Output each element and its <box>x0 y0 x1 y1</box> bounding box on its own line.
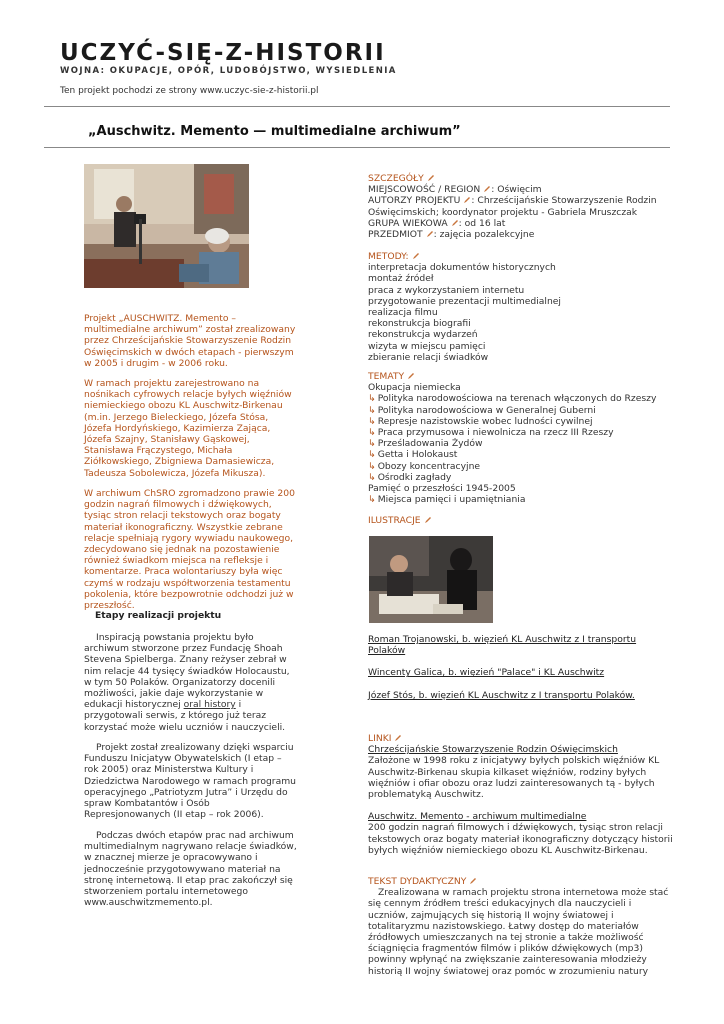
topic-item <box>368 461 674 472</box>
funding-paragraph: Projekt został zrealizowany dzięki wsparciu Funduszu Inicjatyw Obywatelskich (I etap – rok 2005) oraz Ministerstwa Kultury i Dziedzictwa Narodowego w ramach programu operacyjnego „Patriotyzm Jutra” i Urzędu do spraw Kombatantów i Osób Represjonowanych (II etap – rok 2006). <box>84 742 296 821</box>
link-chsro-description: Założone w 1998 roku z inicjatywy byłych polskich więźniów KL Auschwitz-Birkenau skupia kilkaset więźniów, rodziny byłych więźniów i ofiar obozu oraz ludzi zainteresowanych tą - byłych problematyką Auschwitz. <box>368 755 660 801</box>
oral-history-link[interactable]: oral history <box>183 699 236 711</box>
details-section <box>368 173 674 240</box>
site-logo: UCZYĆ-SIĘ-Z-HISTORII <box>60 40 386 66</box>
detail-place <box>368 184 674 195</box>
topic-item <box>368 393 674 404</box>
didactic-text: Zrealizowana w ramach projektu strona internetowa może stać się cennym źródłem treści edukacyjnych dla nauczycieli i uczniów, zajmujących się historią II wojny światowej i totalitaryzmu nazistowskiego. Łatwy dostęp do materiałów źródłowych umieszczanych na tej stronie a także możliwość ściągnięcia fragmentów filmów i plików dźwiękowych (mp3) powinny wpłynąć na zwiększanie zainteresowania młodzieży historią II wojny światowej oraz pomóc w zrozumieniu natury <box>368 887 669 977</box>
method-item: przygotowanie prezentacji multimedialnej <box>368 295 561 307</box>
recordings-paragraph: W ramach projektu zarejestrowano na nośnikach cyfrowych relacje byłych więźniów niemieckiego obozu KL Auschwitz-Birkenau (m.in. Jerzego Bieleckiego, Józefa Stósa, Józefa Hordyńskiego, Kazimierza Zająca, Józefa Szajny, Stanisławy Gąskowej, Stanisława Frączystego, Michała Ziółkowskiego, Zbigniewa Damasiewicza, Tadeusza Sobolewicza, Józefa Mikusza). <box>84 378 292 479</box>
method-item: montaż źródeł <box>368 273 434 285</box>
sub-arrow-icon: ↳ <box>368 449 376 461</box>
topic-item <box>368 472 674 483</box>
links-section <box>368 733 674 856</box>
age-label: GRUPA WIEKOWA <box>368 217 448 229</box>
topic-item <box>368 483 674 494</box>
topic-text: Polityka narodowościowa na terenach włączonych do Rzeszy <box>377 393 657 405</box>
interview-photo <box>84 164 249 288</box>
authors-label: AUTORZY PROJEKTU <box>368 195 461 207</box>
age-value: : od 16 lat <box>458 217 506 229</box>
illustration-photo[interactable] <box>369 536 493 623</box>
detail-subject <box>368 229 674 240</box>
topic-item <box>368 438 674 449</box>
method-item: praca z wykorzystaniem internetu <box>368 284 525 296</box>
authors-value: : Chrześcijańskie Stowarzyszenie Rodzin Oświęcimskich; koordynator projektu - Gabriela Mruszczak <box>368 195 657 218</box>
links-heading-text: LINKI <box>368 733 392 744</box>
topics-list <box>368 382 674 505</box>
didactic-section <box>368 876 674 977</box>
pencil-icon <box>463 196 471 204</box>
topic-text: Represje nazistowskie wobec ludności cywilnej <box>377 415 593 427</box>
methods-heading <box>368 251 674 262</box>
method-item: realizacja filmu <box>368 307 438 319</box>
site-tagline: WOJNA: OKUPACJE, OPÓR, LUDOBÓJSTWO, WYSIEDLENIA <box>60 66 397 76</box>
sub-arrow-icon: ↳ <box>368 415 376 427</box>
stages-paragraph: Podczas dwóch etapów prac nad archiwum multimedialnym nagrywano relacje świadków, w znacznej mierze je opracowywano i jednocześnie przygotowywano materiał na stronę internetową. II etap prac zakończył się stworzeniem portalu internetowego www.auschwitzmemento.pl. <box>84 830 297 909</box>
topic-text: Miejsca pamięci i upamiętniania <box>377 494 526 506</box>
topic-text: Obozy koncentracyjne <box>377 460 481 472</box>
methods-list <box>368 262 674 363</box>
illustration-link-2[interactable]: Wincenty Galica, b. więzień "Palace" i KL Auschwitz <box>368 667 605 679</box>
topics-heading <box>368 371 674 382</box>
sub-arrow-icon: ↳ <box>368 427 376 439</box>
methods-heading-text: METODY: <box>368 251 409 262</box>
page-title: „Auschwitz. Memento — multimedialne archiwum” <box>88 124 461 139</box>
intro-paragraph: Projekt „AUSCHWITZ. Memento – multimedialne archiwum” został zrealizowany przez Chrześcijańskie Stowarzyszenie Rodzin Oświęcimskich w dwóch etapach - pierwszym w 2005 i drugim - w 2006 roku. <box>84 313 296 369</box>
inspiration-paragraph <box>84 632 298 733</box>
topic-item <box>368 427 674 438</box>
didactic-heading-text: TEKST DYDAKTYCZNY <box>368 876 467 887</box>
detail-authors <box>368 195 674 217</box>
method-item: rekonstrukcja wydarzeń <box>368 329 478 341</box>
illustration-link-1[interactable]: Roman Trojanowski, b. więzień KL Auschwitz z I transportu Polaków <box>368 634 637 657</box>
inspiration-text-b: i przygotowali serwis, z którego już teraz korzystać może wielu uczniów i nauczycieli. <box>84 699 286 733</box>
topic-text: Getta i Holokaust <box>377 449 458 461</box>
topic-text: Prześladowania Żydów <box>377 438 483 450</box>
details-heading <box>368 173 674 184</box>
sub-arrow-icon: ↳ <box>368 393 376 405</box>
pencil-icon <box>451 219 459 227</box>
subject-value: : zajęcia pozalekcyjne <box>433 229 535 241</box>
didactic-heading <box>368 876 674 887</box>
illustration-links <box>368 634 674 701</box>
subject-label: PRZEDMIOT <box>368 229 423 241</box>
link-memento-description: 200 godzin nagrań filmowych i dźwiękowych, tysiąc stron relacji tekstowych oraz bogaty materiał ikonograficzny dotyczący historii byłych więźniów niemieckiego obozu KL Auschwitz-Birkenau. <box>368 822 673 856</box>
title-divider <box>44 147 670 148</box>
details-heading-text: SZCZEGÓŁY <box>368 173 424 184</box>
pencil-icon <box>469 877 477 885</box>
illustration-link-3[interactable]: Józef Stós, b. więzień KL Auschwitz z I transportu Polaków. <box>368 689 635 701</box>
link-memento-archive[interactable]: Auschwitz. Memento - archiwum multimedialne <box>368 811 587 823</box>
method-item: rekonstrukcja biografii <box>368 318 471 330</box>
illustrations-heading-text: ILUSTRACJE <box>368 515 421 526</box>
topics-section <box>368 371 674 505</box>
pencil-icon <box>426 230 434 238</box>
topic-text: Okupacja niemiecka <box>368 382 461 394</box>
pencil-icon <box>483 185 491 193</box>
topic-item <box>368 382 674 393</box>
topic-text: Ośrodki zagłady <box>377 471 452 483</box>
sub-arrow-icon: ↳ <box>368 471 376 483</box>
archive-paragraph: W archiwum ChSRO zgromadzono prawie 200 godzin nagrań filmowych i dźwiękowych, tysiąc stron relacji tekstowych oraz bogaty materiał ikonograficzny. Wszystkie zebrane relacje spełniają rygory wywiadu naukowego, zdecydowano się jednak na pozostawienie również świadkom miejsca na refleksje i komentarze. Praca wolontariuszy była więc czymś w rodzaju współtworzenia testamentu pokolenia, które bezpowrotnie odchodzi już w przeszłość. <box>84 488 295 612</box>
link-chsro[interactable]: Chrześcijańskie Stowarzyszenie Rodzin Oświęcimskich <box>368 744 618 756</box>
inspiration-text-a: Inspiracją powstania projektu było archiwum stworzone przez Fundację Shoah Stevena Spielberga. Znany reżyser zebrał w nim relacje 44 tysięcy świadków Holocaustu, w tym 50 Polaków. Organizatorzy docenili możliwości, jakie daje wykorzystanie w edukacji historycznej <box>84 632 290 711</box>
sub-arrow-icon: ↳ <box>368 438 376 450</box>
sub-arrow-icon: ↳ <box>368 460 376 472</box>
topic-item <box>368 494 674 505</box>
pencil-icon <box>412 252 420 260</box>
stages-heading: Etapy realizacji projektu <box>95 610 222 621</box>
illustrations-heading <box>368 515 674 526</box>
pencil-icon <box>394 734 402 742</box>
topic-text: Polityka narodowościowa w Generalnej Guberni <box>377 404 596 416</box>
source-note: Ten projekt pochodzi ze strony www.uczyc-sie-z-historii.pl <box>60 86 319 96</box>
method-item: wizyta w miejscu pamięci <box>368 340 486 352</box>
top-divider <box>44 106 670 107</box>
method-item: interpretacja dokumentów historycznych <box>368 262 556 274</box>
links-heading <box>368 733 674 744</box>
topics-heading-text: TEMATY <box>368 371 405 382</box>
sub-arrow-icon: ↳ <box>368 494 376 506</box>
methods-section <box>368 251 674 363</box>
sub-arrow-icon: ↳ <box>368 404 376 416</box>
method-item: zbieranie relacji świadków <box>368 351 489 363</box>
place-label: MIEJSCOWOŚĆ / REGION <box>368 184 481 196</box>
topic-item <box>368 416 674 427</box>
detail-age <box>368 218 674 229</box>
pencil-icon <box>427 174 435 182</box>
topic-item <box>368 449 674 460</box>
place-value: : Oświęcim <box>491 184 542 196</box>
pencil-icon <box>407 372 415 380</box>
pencil-icon <box>424 516 432 524</box>
topic-text: Praca przymusowa i niewolnicza na rzecz III Rzeszy <box>377 427 614 439</box>
topic-text: Pamięć o przeszłości 1945-2005 <box>368 483 516 495</box>
topic-item <box>368 405 674 416</box>
